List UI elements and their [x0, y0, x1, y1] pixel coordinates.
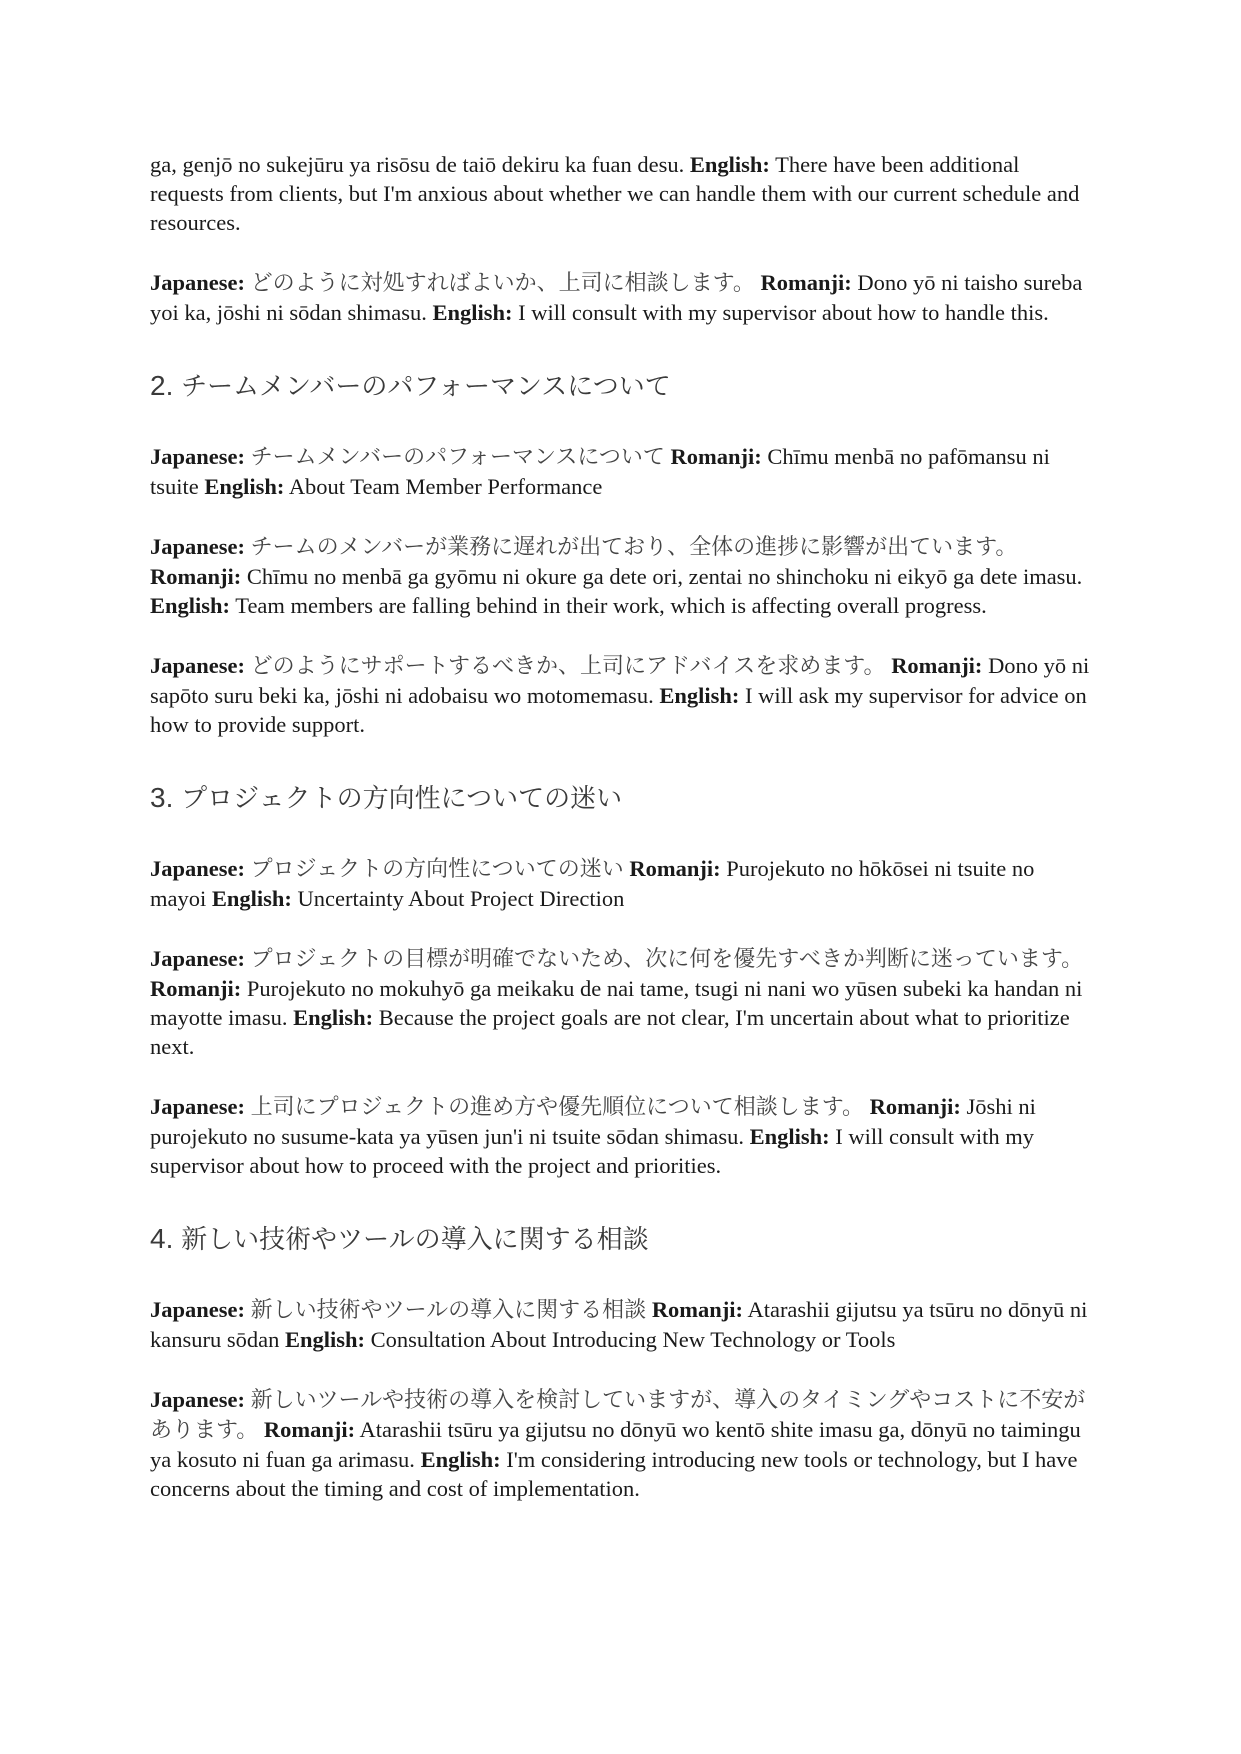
romanji-text: ga, genjō no sukejūru ya risōsu de taiō dekiru ka fuan desu.: [150, 152, 685, 177]
romanji-label: Romanji:: [651, 1297, 744, 1322]
english-label: English:: [211, 886, 292, 911]
english-label: English:: [749, 1124, 830, 1149]
english-text: Consultation About Introducing New Technology or Tools: [370, 1327, 896, 1352]
entry-paragraph: [150, 944, 1095, 1061]
entry-paragraph: [150, 854, 1095, 913]
japanese-label: Japanese:: [150, 270, 245, 295]
romanji-text: Purojekuto no mokuhyō ga meikaku de nai tame, tsugi ni nani wo yūsen subeki ka handan ni mayotte imasu.: [150, 976, 1083, 1030]
romanji-label: Romanji:: [670, 444, 762, 469]
romanji-label: Romanji:: [629, 856, 721, 881]
japanese-label: Japanese:: [150, 534, 245, 559]
japanese-label: Japanese:: [150, 946, 245, 971]
english-label: English:: [150, 593, 231, 618]
japanese-label: Japanese:: [150, 1297, 245, 1322]
section-heading: [150, 368, 1095, 405]
section-number: 3.: [150, 782, 174, 813]
romanji-label: Romanji:: [760, 270, 852, 295]
entry-paragraph: [150, 442, 1095, 501]
entry-paragraph: [150, 651, 1095, 739]
english-label: English:: [659, 683, 740, 708]
japanese-text: 新しい技術やツールの導入に関する相談: [250, 1298, 647, 1323]
intro2-paragraph: [150, 268, 1095, 327]
romanji-text: Atarashii tsūru ya gijutsu no dōnyū wo kentō shite imasu ga, dōnyū no taimingu ya kosuto ni fuan ga arimasu.: [150, 1417, 1081, 1472]
document-page: [150, 150, 1095, 1534]
english-label: English:: [293, 1005, 374, 1030]
romanji-text: Jōshi ni purojekuto no susume-kata ya yūsen jun'i ni tsuite sōdan shimasu.: [150, 1094, 1036, 1149]
english-label: English:: [284, 1327, 366, 1352]
romanji-text: Purojekuto no hōkōsei ni tsuite no mayoi: [150, 856, 1035, 911]
japanese-label: Japanese:: [150, 856, 245, 881]
japanese-text: どのようにサポートするべきか、上司にアドバイスを求めます。: [250, 654, 886, 679]
japanese-text: チームのメンバーが業務に遅れが出ており、全体の進捗に影響が出ています。: [250, 535, 1018, 560]
english-text: Because the project goals are not clear, I'm uncertain about what to prioritize next.: [150, 1005, 1070, 1059]
japanese-label: Japanese:: [150, 444, 245, 469]
english-text: I will ask my supervisor for advice on how to provide support.: [150, 683, 1087, 737]
entry-paragraph: [150, 532, 1095, 620]
english-label: English:: [204, 474, 285, 499]
english-text: I will consult with my supervisor about how to handle this.: [518, 300, 1049, 325]
japanese-label: Japanese:: [150, 1387, 245, 1412]
section-number: 4.: [150, 1223, 174, 1254]
romanji-text: Chīmu no menbā ga gyōmu ni okure ga dete ori, zentai no shinchoku ni eikyō ga dete imasu.: [246, 564, 1083, 589]
romanji-label: Romanji:: [263, 1417, 356, 1442]
section-title: 新しい技術やツールの導入に関する相談: [181, 1225, 649, 1255]
japanese-text: チームメンバーのパフォーマンスについて: [250, 445, 665, 470]
japanese-text: 新しいツールや技術の導入を検討していますが、導入のタイミングやコストに不安があります。: [150, 1388, 1086, 1443]
japanese-label: Japanese:: [150, 1094, 245, 1119]
section-heading: [150, 1221, 1095, 1258]
romanji-label: Romanji:: [869, 1094, 961, 1119]
japanese-text: プロジェクトの方向性についての迷い: [250, 857, 624, 882]
english-label: English:: [420, 1447, 501, 1472]
romanji-text: Chīmu menbā no pafōmansu ni tsuite: [150, 444, 1050, 499]
english-text: Uncertainty About Project Direction: [297, 886, 625, 911]
english-text: There have been additional requests from clients, but I'm anxious about whether we can handle them with our current schedule and resources.: [150, 152, 1080, 235]
section-number: 2.: [150, 370, 174, 401]
japanese-text: プロジェクトの目標が明確でないため、次に何を優先すべきか判断に迷っています。: [250, 947, 1084, 972]
romanji-label: Romanji:: [150, 564, 242, 589]
english-text: About Team Member Performance: [288, 474, 603, 499]
entry-paragraph: [150, 1295, 1095, 1354]
english-label: English:: [689, 152, 770, 177]
romanji-text: Dono yō ni sapōto suru beki ka, jōshi ni adobaisu wo motomemasu.: [150, 653, 1090, 708]
romanji-text: Dono yō ni taisho sureba yoi ka, jōshi ni sōdan shimasu.: [150, 270, 1083, 325]
section-title: チームメンバーのパフォーマンスについて: [181, 372, 671, 402]
intro-paragraph: [150, 150, 1095, 237]
romanji-label: Romanji:: [891, 653, 983, 678]
japanese-text: 上司にプロジェクトの進め方や優先順位について相談します。: [250, 1095, 864, 1120]
romanji-text: Atarashii gijutsu ya tsūru no dōnyū ni kansuru sōdan: [150, 1297, 1088, 1352]
english-text: Team members are falling behind in their work, which is affecting overall progress.: [235, 593, 987, 618]
section-title: プロジェクトの方向性についての迷い: [181, 784, 623, 814]
japanese-text: どのように対処すればよいか、上司に相談します。: [250, 271, 755, 296]
romanji-label: Romanji:: [150, 976, 242, 1001]
english-text: I will consult with my supervisor about how to proceed with the project and priorities.: [150, 1124, 1035, 1178]
english-label: English:: [432, 300, 513, 325]
entry-paragraph: [150, 1092, 1095, 1180]
section-heading: [150, 780, 1095, 817]
japanese-label: Japanese:: [150, 653, 245, 678]
entry-paragraph: [150, 1385, 1095, 1503]
english-text: I'm considering introducing new tools or technology, but I have concerns about the timing and cost of implementation.: [150, 1447, 1078, 1501]
